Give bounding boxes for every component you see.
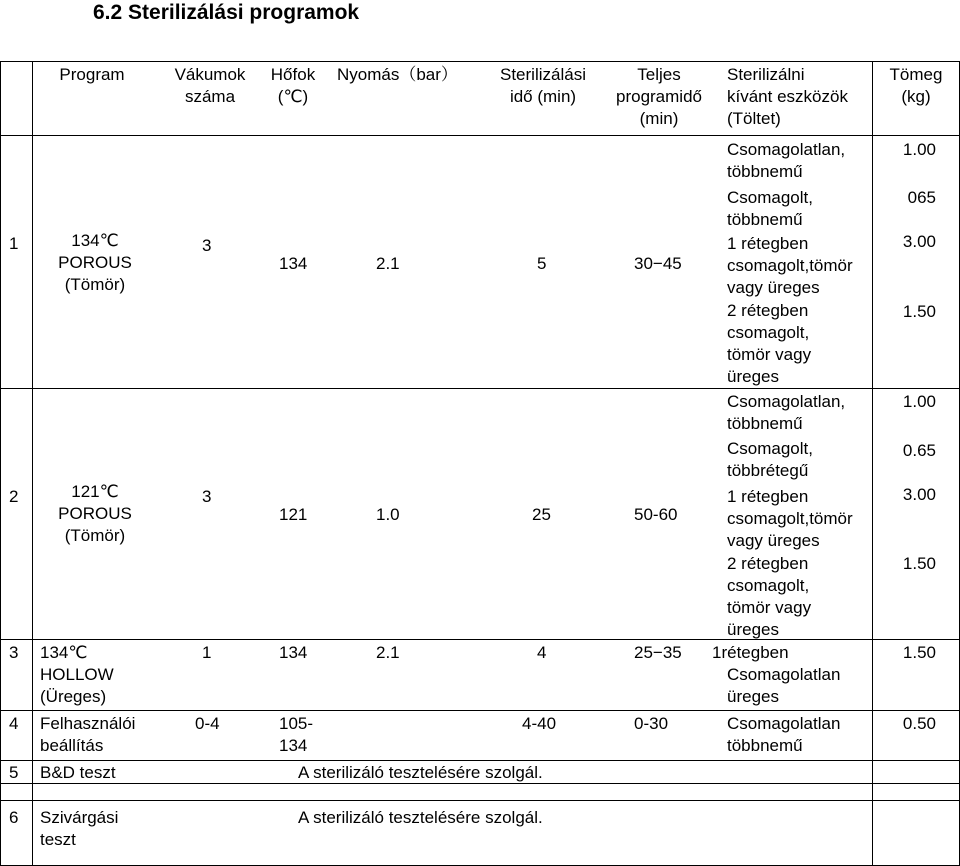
row-1-weight-2: 065 [907,188,936,207]
row-3-weight: 1.50 [902,643,936,662]
row-2-load-4: 2 rétegben csomagolt, tömör vagy üreges [727,554,812,639]
column-header-total-time: Teljes programidő (min) [616,65,702,128]
row-3-program: 134℃ HOLLOW (Üreges) [40,643,114,706]
row-1-weight-1: 1.00 [902,140,936,159]
row-6-program: Szivárgási teszt [40,808,119,849]
row-2-program: 121℃ POROUS (Tömör) [58,482,132,545]
row-3-temperature: 134 [279,643,308,662]
row-2-sterilization-time: 25 [532,505,551,524]
row-divider-2 [0,639,960,640]
row-4-program: Felhasználói beállítás [40,714,136,755]
row-2-load-2: Csomagolt, többrétegű [727,439,813,480]
row-3-number: 3 [9,643,19,662]
row-1-load-1: Csomagolatlan, többnemű [727,140,846,181]
column-header-vacuum: Vákumok száma [174,65,246,106]
row-4-sterilization-time: 4-40 [522,714,557,733]
row-4-temperature: 105- 134 [279,714,314,755]
row-2-vacuum: 3 [202,487,212,506]
column-header-temperature: Hőfok (℃) [270,65,316,106]
row-3-sterilization-time: 4 [537,643,547,662]
row-1-program: 134℃ POROUS (Tömör) [58,231,132,294]
row-divider-3 [0,710,960,711]
row-2-weight-3: 3.00 [902,485,936,504]
row-2-temperature: 121 [279,505,308,524]
row-1-temperature: 134 [279,254,308,273]
row-1-number: 1 [9,234,19,253]
row-6-number: 6 [9,808,19,827]
row-1-load-4: 2 rétegben csomagolt, tömör vagy üreges [727,301,812,386]
row-1-total-time: 30−45 [634,254,682,273]
column-header-weight: Tömeg (kg) [889,65,943,106]
table-border-top [0,61,960,62]
row-divider-1 [0,388,960,389]
column-divider-number [32,61,33,866]
row-3-pressure: 2.1 [376,643,400,662]
table-border-left [0,61,1,866]
row-5-program: B&D teszt [40,763,116,782]
row-4-weight: 0.50 [902,714,936,733]
row-2-load-1: Csomagolatlan, többnemű [727,392,846,433]
row-1-vacuum: 3 [202,236,212,255]
row-1-load-3: 1 rétegben csomagolt,tömör vagy üreges [727,234,853,297]
column-divider-weight [872,61,873,866]
row-5-number: 5 [9,763,19,782]
row-3-load: 1rétegben Csomagolatlan üreges [712,643,841,706]
section-heading: 6.2 Sterilizálási programok [93,1,360,24]
row-2-weight-1: 1.00 [902,392,936,411]
row-2-total-time: 50-60 [634,505,678,524]
row-3-total-time: 25−35 [634,643,682,662]
row-2-number: 2 [9,487,19,506]
column-header-load: Sterilizálni kívánt eszközök (Töltet) [727,65,848,128]
row-2-pressure: 1.0 [376,505,400,524]
row-divider-6 [0,800,960,801]
row-4-load: Csomagolatlan többnemű [727,714,841,755]
row-2-weight-4: 1.50 [902,554,936,573]
row-4-number: 4 [9,714,19,733]
header-divider [0,135,960,136]
row-divider-4 [0,760,960,761]
row-3-vacuum: 1 [202,643,212,662]
row-2-weight-2: 0.65 [902,441,936,460]
row-4-vacuum: 0-4 [195,714,220,733]
column-header-program: Program [59,65,125,84]
row-5-note: A sterilizáló tesztelésére szolgál. [298,763,543,782]
row-2-load-3: 1 rétegben csomagolt,tömör vagy üreges [727,487,853,550]
row-1-sterilization-time: 5 [537,254,547,273]
row-1-weight-3: 3.00 [902,232,936,251]
row-1-load-2: Csomagolt, többnemű [727,188,813,229]
column-header-pressure: Nyomás（bar） [337,65,458,84]
column-header-sterilization-time: Sterilizálási idő (min) [500,65,586,106]
row-1-weight-4: 1.50 [902,302,936,321]
row-4-total-time: 0-30 [634,714,669,733]
row-1-pressure: 2.1 [376,254,400,273]
row-6-note: A sterilizáló tesztelésére szolgál. [298,808,543,827]
